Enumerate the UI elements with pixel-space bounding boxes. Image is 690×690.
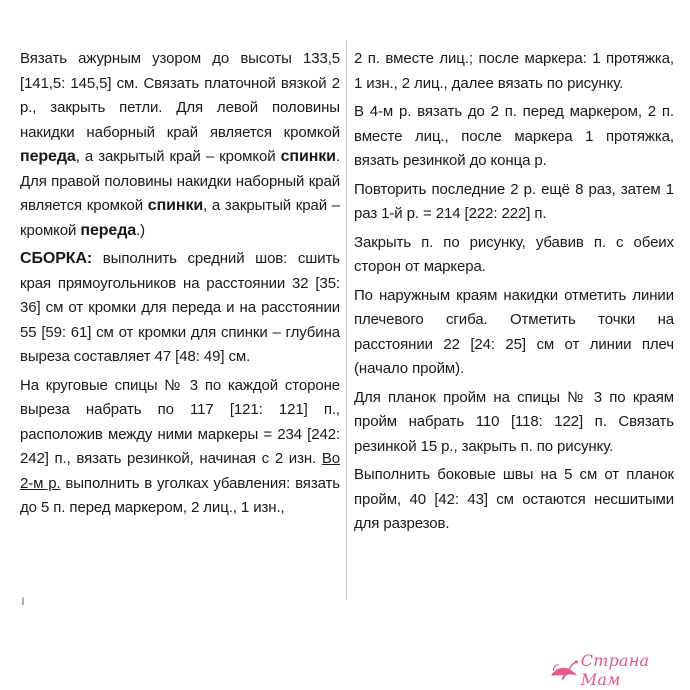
paragraph-repeat: Повторить последние 2 р. ещё 8 раз, затем 1 раз 1-й р. = 214 [222: 222] п. <box>354 180 674 222</box>
paragraph-continuation: 2 п. вместе лиц.; после маркера: 1 протяжка, 1 изн., 2 лиц., далее вязать по рисунку. <box>354 50 674 92</box>
stork-icon <box>548 657 579 683</box>
section-heading-assembly: СБОРКА: <box>20 250 93 267</box>
text-segment: .) <box>136 221 146 239</box>
text-segment: выполнить в уголках убавления: вязать до 5 п. перед маркером, 2 лиц., 1 изн., <box>20 474 340 516</box>
page-edge-mark: ı <box>21 592 25 608</box>
text-segment: выполнить средний шов: сшить края прямоугольников на расстоянии 32 [35: 36] см от кромки для переда и на расстоянии 55 [59: 61] см от кромки для спинки – глубина выреза составляет 47 [48: 49] см. <box>20 250 340 365</box>
text-segment: . Для правой половины накидки наборный край является кромкой <box>20 148 340 214</box>
bold-term-front: переда <box>20 148 76 165</box>
text-segment: , а закрытый край – кромкой <box>75 148 281 165</box>
text-segment: , а закрытый край – кромкой <box>20 197 341 239</box>
watermark <box>548 651 690 689</box>
text-segment: Вязать ажурным узором до высоты 133,5 [141,5: 145,5] см. Связать платочной вязкой 2 р., закрыть петли. Для левой половины накидки наборный край является кромкой <box>20 50 340 141</box>
bold-term-back: спинки <box>147 197 204 214</box>
left-column <box>20 47 340 525</box>
right-column <box>354 47 674 541</box>
paragraph-bind-off: Закрыть п. по рисунку, убавив п. с обеих сторон от маркера. <box>354 233 674 275</box>
text-segment: На круговые спицы № 3 по каждой стороне выреза набрать по 117 [121: 121] п., расположив между ними маркеры = 234 [242: 242] п., вязать резинкой, начиная с 2 изн. <box>20 376 340 467</box>
paragraph-knitting-instructions <box>20 47 340 243</box>
paragraph-shoulder-marks: По наружным краям накидки отметить линии плечевого сгиба. Отметить точки на расстоянии 22 [24: 25] см от линии плеч (начало пройм). <box>354 286 674 377</box>
paragraph-assembly <box>20 247 340 370</box>
watermark-text: Страна Мам <box>580 651 650 689</box>
paragraph-neckline <box>20 374 340 521</box>
underlined-row-label: Во 2-м р. <box>20 450 340 492</box>
bold-term-back: спинки <box>280 148 336 165</box>
column-divider <box>346 40 347 600</box>
paragraph-armhole-bands: Для планок пройм на спицы № 3 по краям пройм набрать 110 [118: 122] п. Связать резинкой 15 р., закрыть п. по рисунку. <box>354 388 674 455</box>
paragraph-row-4: В 4-м р. вязать до 2 п. перед маркером, 2 п. вместе лиц., после маркера 1 протяжка, вязать резинкой до конца р. <box>354 103 674 169</box>
paragraph-side-seams: Выполнить боковые швы на 5 см от планок пройм, 40 [42: 43] см остаются несшитыми для разрезов. <box>354 466 674 532</box>
bold-term-front: переда <box>80 221 137 239</box>
